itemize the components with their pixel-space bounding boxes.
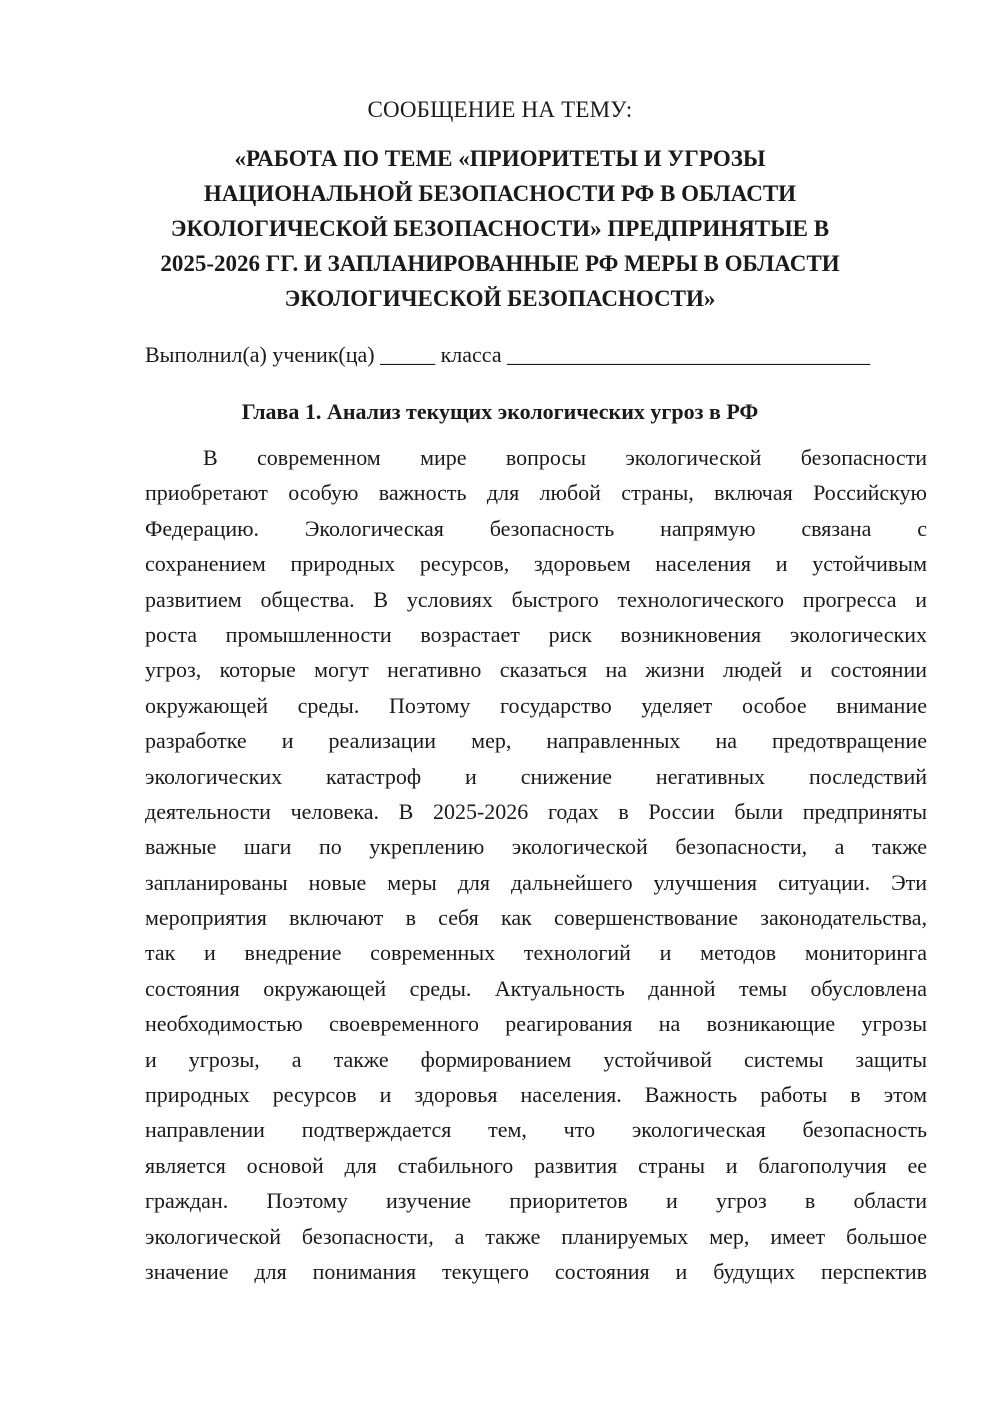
paragraph-line: является основой для стабильного развития страны и благополучия ее <box>145 1152 927 1178</box>
paragraph-line: экологической безопасности, а также планируемых мер, имеет большое <box>145 1223 927 1249</box>
paragraph-line: запланированы новые меры для дальнейшего улучшения ситуации. Эти <box>145 869 927 895</box>
paragraph-line: окружающей среды. Поэтому государство уделяет особое внимание <box>145 692 927 718</box>
paragraph-line: развитием общества. В условиях быстрого технологического прогресса и <box>145 586 927 612</box>
paragraph-line: угроз, которые могут негативно сказаться на жизни людей и состоянии <box>145 657 927 683</box>
paragraph-line: значение для понимания текущего состояния и будущих перспектив <box>145 1258 927 1284</box>
paragraph-line: Федерацию. Экологическая безопасность напрямую связана с <box>145 515 927 541</box>
paragraph-line: природных ресурсов и здоровья населения. Важность работы в этом <box>145 1082 927 1108</box>
paragraph-line: роста промышленности возрастает риск возникновения экологических <box>145 621 927 647</box>
document-kicker: СООБЩЕНИЕ НА ТЕМУ: <box>367 97 633 122</box>
paragraph-line: разработке и реализации мер, направленных на предотвращение <box>145 728 927 754</box>
document-title-line: ЭКОЛОГИЧЕСКОЙ БЕЗОПАСНОСТИ» ПРЕДПРИНЯТЫЕ В <box>170 216 830 241</box>
document-title-line: НАЦИОНАЛЬНОЙ БЕЗОПАСНОСТИ РФ В ОБЛАСТИ <box>203 181 797 206</box>
paragraph-line: важные шаги по укреплению экологической безопасности, а также <box>145 834 927 860</box>
paragraph-line: В современном мире вопросы экологической безопасности <box>203 445 927 470</box>
paragraph-line: мероприятия включают в себя как совершенствование законодательства, <box>145 905 927 931</box>
document-title-line: «РАБОТА ПО ТЕМЕ «ПРИОРИТЕТЫ И УГРОЗЫ <box>234 146 766 171</box>
paragraph-line: деятельности человека. В 2025-2026 годах в России были предприняты <box>145 798 927 824</box>
paragraph-line: граждан. Поэтому изучение приоритетов и угроз в области <box>145 1188 927 1214</box>
paragraph-line: необходимостью своевременного реагирования на возникающие угрозы <box>145 1011 927 1037</box>
paragraph-line: приобретают особую важность для любой страны, включая Российскую <box>145 480 927 506</box>
paragraph-line: и угрозы, а также формированием устойчивой системы защиты <box>145 1046 927 1072</box>
document-title-line: 2025-2026 ГГ. И ЗАПЛАНИРОВАННЫЕ РФ МЕРЫ В ОБЛАСТИ <box>160 251 840 276</box>
paragraph-line: направлении подтверждается тем, что экологическая безопасность <box>145 1117 927 1143</box>
chapter-heading: Глава 1. Анализ текущих экологических угроз в РФ <box>241 399 759 424</box>
paragraph-line: сохранением природных ресурсов, здоровьем населения и устойчивым <box>145 551 927 577</box>
document-title-line: ЭКОЛОГИЧЕСКОЙ БЕЗОПАСНОСТИ» <box>284 286 716 311</box>
body-paragraph <box>145 444 927 1293</box>
paragraph-line: так и внедрение современных технологий и методов мониторинга <box>145 940 927 966</box>
paragraph-line: экологических катастроф и снижение негативных последствий <box>145 763 927 789</box>
performed-by-line: Выполнил(а) ученик(ца) _____ класса _________________________________ <box>145 342 871 367</box>
paragraph-line: состояния окружающей среды. Актуальность данной темы обусловлена <box>145 975 927 1001</box>
